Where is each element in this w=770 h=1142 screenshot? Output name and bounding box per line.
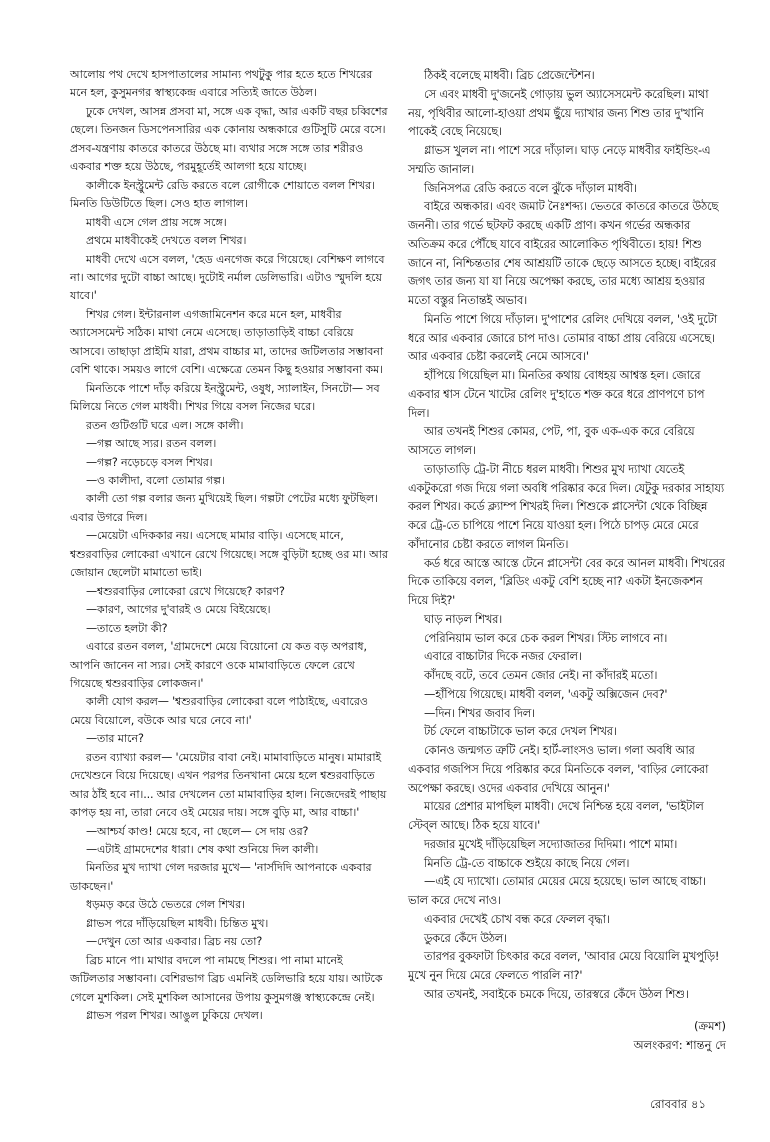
story-paragraph: —কারণ, আগের দু'বারই ও মেয়ে বিইয়েছে। (86, 603, 271, 617)
story-paragraph: কর্ড ধরে আস্তে আস্তে টেনে প্লাসেন্টা বের করে আনল মাধবী। শিখরের দিকে তাকিয়ে বলল, 'ব্লিডিং একটু বেশি হচ্ছে না? একটা ইনজেকশন দিয়ে দিই?' (408, 555, 725, 607)
story-paragraph: প্রথমে মাধবীকেই দেখতে বলল শিখর। (86, 234, 247, 248)
story-paragraph: —তাতে হলটা কী? (86, 621, 168, 635)
story-paragraph: মাধবী দেখে এসে বলল, 'হেড এনগেজ করে গিয়েছে। বেশিক্ষণ লাগবে না। আগের দুটো বাচ্চা আছে। দুটোই নর্মাল ডেলিভারি। এটাও স্মুদলি হয়ে যাবে।' (70, 252, 385, 303)
story-paragraph: ব্রিচ মানে পা। মাথার বদলে পা নামছে শিশুর। পা নামা মানেই জটিলতার সম্ভাবনা। বেশিরভাগ ব্রিচ এমনিই ডেলিভারি হয়ে যায়। আটকে গেলে মুশকিল। সেই মুশকিল আসানের উপায় কুসুমগঞ্জ স্বাস্থ্যকেন্দ্রে নেই। (70, 953, 383, 1004)
story-paragraph: গ্লাভস পরে দাঁড়িয়েছিল মাধবী। চিন্তিত মুখ। (86, 916, 269, 930)
story-column-left (70, 66, 388, 1026)
story-paragraph: তাড়াতাড়ি ট্রে-টা নীচে ধরল মাধবী। শিশুর মুখ দ্যাখা যেতেই একটুকরো গজ দিয়ে গলা অবধি পরিষ্কার করে দিল। যেটুকু দরকার সাহায্য করল শিখর। কর্ডে ক্ল্যাম্প শিখরই দিল। শিশুকে প্লাসেন্টা থেকে বিচ্ছিন্ন করে ট্রে-তে চাপিয়ে পাশে নিয়ে যাওয়া হল। পিঠে চাপড় মেরে মেরে কাঁদানোর চেষ্টা করতে লাগল মিনতি। (408, 461, 725, 551)
story-paragraph: —মেয়েটা এদিককার নয়। এসেছে মামার বাড়ি। এসেছে মানে, শ্বশুরবাড়ির লোকেরা এখানে রেখে গিয়েছে। সঙ্গে বুড়িটা হচ্ছে ওর মা। আর জোয়ান ছেলেটা মামাতো ভাই। (70, 529, 388, 580)
story-paragraph: ঢুকে দেখল, আসন্ন প্রসবা মা, সঙ্গে এক বৃদ্ধা, আর একটি বছর চব্বিশের ছেলে। তিনজন ডিসপেনসারির এক কোনায় অন্ধকারে গুটিসুটি মেরে বসে। প্রসব-যন্ত্রণায় কাতরে কাতরে উঠছে মা। ব্যথার সঙ্গে সঙ্গে তার শরীরও একবার শক্ত হয়ে উঠছে, পরমুহূর্তেই আলগা হয়ে যাচ্ছে। (70, 104, 388, 174)
story-paragraph: কোনও জন্মগত ত্রুটি নেই। হার্ট-লাংসও ভাল। গলা অবধি আর একবার গজপিস দিয়ে পরিষ্কার করে মিনতিকে বলল, 'বাড়ির লোকেরা অপেক্ষা করছে। ওদের একবার দেখিয়ে আনুন।' (408, 743, 709, 795)
story-credits (408, 1017, 726, 1055)
story-paragraph: হাঁপিয়ে গিয়েছিল মা। মিনতির কথায় বোধহয় আশ্বস্ত হল। জোরে একবার শ্বাস টেনে খাটের রেলিং দু'হাতে শক্ত করে ধরে প্রাণপণে চাপ দিল। (408, 368, 705, 420)
story-paragraph: তারপর বুকফাটা চিৎকার করে বলল, 'আবার মেয়ে বিয়োলি মুখপুড়ি! মুখে নুন দিয়ে মেরে ফেলতে পারলি না?' (408, 949, 720, 982)
story-paragraph: —শ্বশুরবাড়ির লোকেরা রেখে গিয়েছে? কারণ? (86, 584, 285, 598)
story-paragraph: রতন গুটিগুটি ঘরে এল। সঙ্গে কালী। (86, 418, 244, 432)
story-paragraph: একবার দেখেই চোখ বন্ধ করে ফেলল বৃদ্ধা। (424, 911, 610, 926)
story-paragraph: গ্লাভস পরল শিখর। আঙুল ঢুকিয়ে দেখল। (86, 1009, 263, 1023)
story-paragraph: —আশ্চর্য কাণ্ড! মেয়ে হবে, না ছেলে— সে দায় ওর? (86, 824, 309, 838)
story-paragraph: বাইরে অন্ধকার। এবং জমাট নৈঃশব্দ্য। ভেতরে কাতরে কাতরে উঠছে জননী। তার গর্ভে ছটফট করছে একটি প্রাণ। কখন গর্ভের অন্ধকার অতিক্রম করে পৌঁছে যাবে বাইরের আলোকিত পৃথিবীতে। হায়! শিশু জানে না, নিশ্চিন্ততার শেষ আশ্রয়টি তাকে ছেড়ে আসতে হচ্ছে। বাইরের জগৎ তার জন্য যা যা নিয়ে অপেক্ষা করছে, তার মধ্যে আশ্রয় হওয়ার মতো বস্তুর নিতান্তই অভাব। (408, 199, 719, 307)
story-paragraph: কালী তো গল্প বলার জন্য মুখিয়েই ছিল। গল্পটা পেটের মধ্যে ফুটছিল। এবার উগরে দিল। (70, 492, 378, 524)
story-paragraph: আলোয় পথ দেখে হাসপাতালের সামান্য পথটুকু পার হতে হতে শিখরের মনে হল, কুসুমনগর স্বাস্থ্যকেন্দ্র এবারে সত্যিই জাতে উঠল। (70, 68, 373, 100)
story-paragraph: টর্চ ফেলে বাচ্চাটাকে ভাল করে দেখল শিখর। (424, 724, 617, 739)
story-paragraph: আর তখনই শিশুর কোমর, পেট, পা, বুক এক-এক করে বেরিয়ে আসতে লাগল। (408, 424, 695, 457)
story-paragraph: মিনতি পাশে গিয়ে দাঁড়াল। দু'পাশের রেলিং দেখিয়ে বলল, 'ওই দুটো ধরে আর একবার জোরে চাপ দাও। তোমার বাচ্চা প্রায় বেরিয়ে এসেছে। আর একবার চেষ্টা করলেই নেমে আসবে।' (408, 311, 717, 364)
page-folio: রোববার ৪১ (650, 1097, 706, 1111)
story-paragraph: দরজার মুখেই দাঁড়িয়েছিল সদ্যোজাতর দিদিমা। পাশে মামা। (424, 836, 678, 851)
story-paragraph: —ও কালীদা, বলো তোমার গল্প। (86, 473, 225, 487)
story-paragraph: কাঁদছে বটে, তবে তেমন জোর নেই। না কাঁদারই মতো। (424, 668, 658, 682)
story-paragraph: এবারে রতন বলল, 'গ্রামদেশে মেয়ে বিয়োনো যে কত বড় অপরাধ, আপনি জানেন না স্যর। সেই কারণে ওকে মামাবাড়িতে ফেলে রেখে গিয়েছে শ্বশুরবাড়ির লোকজন।' (70, 640, 367, 690)
story-paragraph: শিখর গেল। ইন্টারনাল এগজামিনেশন করে মনে হল, মাধবীর অ্যাসেসমেন্ট সঠিক। মাথা নেমে এসেছে। তাড়াতাড়িই বাচ্চা বেরিয়ে আসবে। তাছাড়া প্রাইমি যারা, প্রথম বাচ্চার মা, তাদের জটিলতার সম্ভাবনা বেশি থাকে। সময়ও লাগে বেশি। এক্ষেত্রে তেমন কিছু হওয়ার সম্ভাবনা কম। (70, 307, 384, 377)
story-paragraph: —এটাই গ্রামদেশের ধারা। শেষ কথা শুনিয়ে দিল কালী। (86, 843, 319, 857)
story-paragraph: ঠিকই বলেছে মাধবী। ব্রিচ প্রেজেন্টেশন। (424, 68, 595, 82)
story-column-right (408, 66, 726, 1004)
story-paragraph: মিনতি ট্রে-তে বাচ্চাকে শুইয়ে কাছে নিয়ে গেল। (424, 855, 630, 870)
story-paragraph: —দিন। শিখর জবাব দিল। (424, 705, 535, 720)
story-paragraph: ডুকরে কেঁদে উঠল। (424, 930, 507, 945)
story-paragraph: জিনিসপত্র রেডি করতে বলে ঝুঁকে দাঁড়াল মাধবী। (424, 180, 637, 195)
story-paragraph: মিনতির মুখ দ্যাখা গেল দরজার মুখে— 'নার্সদিদি আপনাকে একবার ডাকছেন।' (70, 861, 372, 893)
story-paragraph: কালীকে ইনস্ট্রুমেন্ট রেডি করতে বলে রোগীকে শোয়াতে বলল শিখর। মিনতি ডিউটিতে ছিল। সেও হাত লাগাল। (70, 178, 375, 211)
story-paragraph: —এই যে দ্যাখো। তোমার মেয়ের মেয়ে হয়েছে। ভাল আছে বাচ্চা। ভাল করে দেখে নাও। (408, 874, 706, 907)
story-paragraph: মাধবী এসে গেল প্রায় সঙ্গে সঙ্গে। (86, 215, 227, 229)
story-paragraph: —তার মানে? (86, 732, 144, 746)
story-paragraph: পেরিনিয়াম ভাল করে চেক করল শিখর। স্টিচ লাগবে না। (424, 630, 668, 645)
illustration-credit: অলংকরণ: শান্তনু দে (633, 1038, 726, 1052)
story-paragraph: এবারে বাচ্চাটার দিকে নজর ফেরাল। (424, 649, 582, 664)
story-paragraph: কালী যোগ করল— 'শ্বশুরবাড়ির লোকেরা বলে পাঠাইছে, এবারেও মেয়ে বিয়োলে, বউকে আর ঘরে নেবে না।' (70, 695, 368, 727)
story-paragraph: —গল্প আছে স্যর। রতন বলল। (86, 437, 217, 451)
story-paragraph: মায়ের প্রেশার মাপছিল মাধবী। দেখে নিশ্চিন্ত হয়ে বলল, 'ভাইটাল স্টেব্‌ল আছে। ঠিক হয়ে যাবে।' (408, 799, 704, 832)
story-paragraph: —হাঁপিয়ে গিয়েছে। মাধবী বলল, 'একটু অক্সিজেন দেব?' (424, 686, 668, 701)
story-paragraph: মিনতিকে পাশে দাঁড় করিয়ে ইনস্ট্রুমেন্ট, ওষুধ, স্যালাইন, সিনটো— সব মিলিয়ে নিতে গেল মাধবী। শিখর গিয়ে বসল নিজের ঘরে। (70, 381, 380, 414)
story-paragraph: —দেখুন তো আর একবার। ব্রিচ নয় তো? (86, 935, 263, 949)
story-paragraph: আর তখনই, সবাইকে চমকে দিয়ে, তারস্বরে কেঁদে উঠল শিশু। (424, 986, 689, 1001)
continued-note: (ক্রমশ) (693, 1019, 726, 1033)
story-paragraph: —গল্প? নড়েচড়ে বসল শিখর। (86, 455, 213, 469)
story-paragraph: রতন ব্যাখ্যা করল— 'মেয়েটার বাবা নেই। মামাবাড়িতে মানুষ। মামারাই দেখেশুনে বিয়ে দিয়েছে। এখন পরপর তিনখানা মেয়ে হলে শ্বশুরবাড়িতে আর ঠাঁই হবে না।... আর দেখলেন তো মামাবাড়ির হাল। নিজেদেরই পাছায় কাপড় হয় না, তারা নেবে ওই মেয়ের দায়। সঙ্গে বুড়ি মা, আর বাচ্চা।' (70, 750, 387, 820)
story-paragraph: গ্লাভস খুলল না। পাশে সরে দাঁড়াল। ঘাড় নেড়ে মাধবীর ফাইন্ডিং-এ সম্মতি জানাল। (408, 143, 711, 176)
story-paragraph: ঘাড় নাড়ল শিখর। (424, 611, 503, 626)
story-paragraph: ধড়মড় করে উঠে ভেতরে গেল শিখর। (86, 898, 245, 912)
story-paragraph: সে এবং মাধবী দু'জনেই গোড়ায় ভুল অ্যাসেসমেন্ট করেছিল। মাথা নয়, পৃথিবীর আলো-হাওয়া প্রথম ছুঁয়ে দ্যাখার জন্য শিশু তার দু'খানি পাকেই বেছে নিয়েছে। (408, 86, 709, 139)
